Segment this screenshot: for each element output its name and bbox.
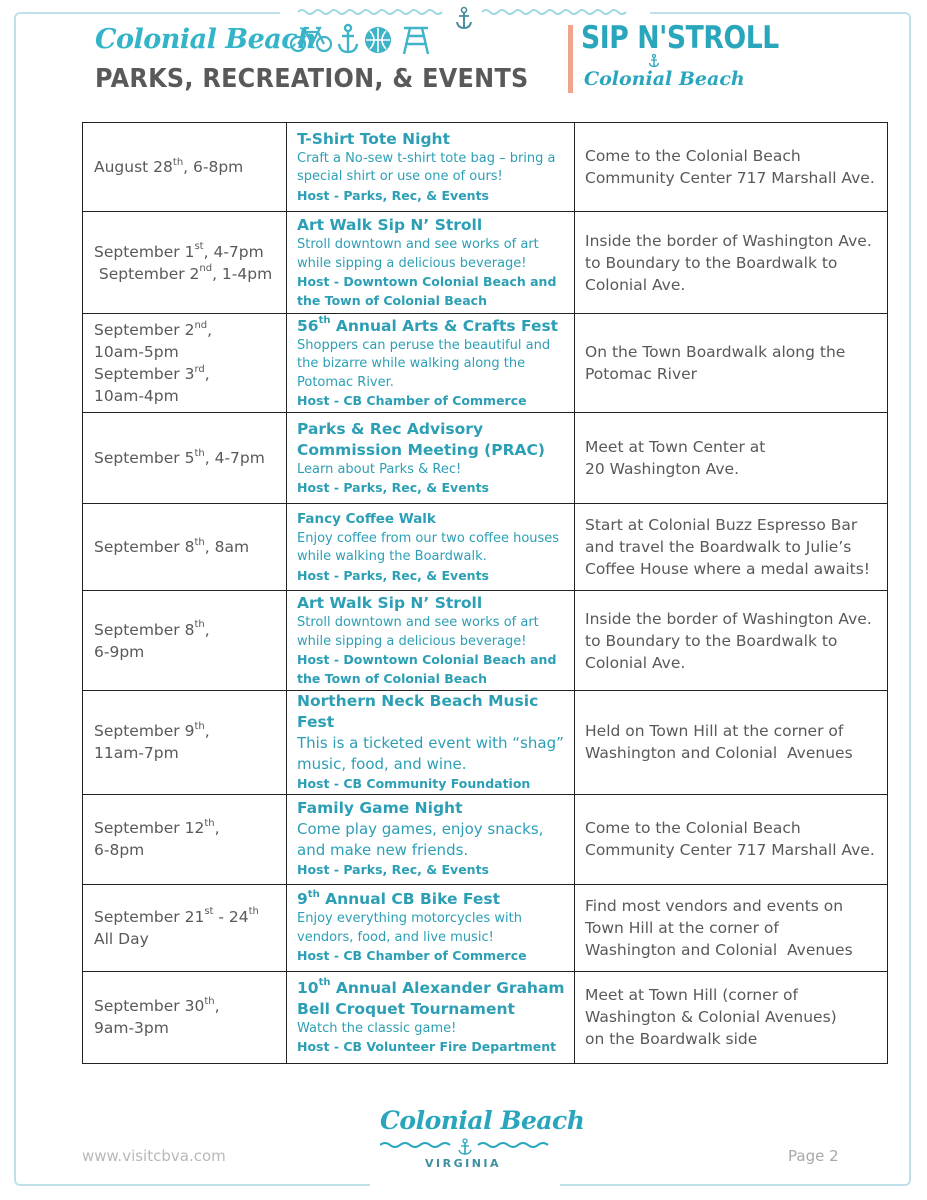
event-location: Meet at Town Hill (corner of Washington & Colonial Avenues) on the Boardwalk side xyxy=(575,971,888,1063)
event-title: Art Walk Sip N’ Stroll xyxy=(297,594,483,612)
event-description: Stroll downtown and see works of art while sipping a delicious beverage! xyxy=(297,615,539,649)
event-location: Meet at Town Center at 20 Washington Ave. xyxy=(575,413,888,504)
event-description: Shoppers can peruse the beautiful and the bizarre while walking along the Potomac River. xyxy=(297,337,551,390)
event-host: Host - Parks, Rec, & Events xyxy=(297,567,489,583)
event-date: August 28th, 6-8pm xyxy=(83,123,287,212)
event-description: Enjoy everything motorcycles with vendors, food, and live music! xyxy=(297,911,522,945)
event-date: September 12th, 6-8pm xyxy=(83,794,287,884)
event-details xyxy=(287,884,575,971)
event-details xyxy=(287,591,575,691)
table-row xyxy=(83,691,888,795)
anchor-icon xyxy=(459,1139,471,1154)
event-date: September 2nd, 10am-5pm September 3rd, 10am-4pm xyxy=(83,314,287,413)
event-date: September 1st, 4-7pm September 2nd, 1-4pm xyxy=(83,212,287,314)
event-date: September 8th, 8am xyxy=(83,504,287,591)
event-title: Family Game Night xyxy=(297,799,463,818)
bicycle-icon xyxy=(291,28,331,51)
logo-accent-bar xyxy=(568,25,573,93)
event-description: Enjoy coffee from our two coffee houses while walking the Boardwalk. xyxy=(297,530,560,565)
rope-left-decoration xyxy=(298,8,446,16)
table-row xyxy=(83,504,888,591)
event-host: Host - Parks, Rec, & Events xyxy=(297,480,489,495)
basketball-icon xyxy=(366,28,390,52)
event-location: Come to the Colonial Beach Community Center 717 Marshall Ave. xyxy=(575,123,888,212)
footer-brand-logo: Colonial Beach xyxy=(380,1106,585,1135)
event-location: Come to the Colonial Beach Community Center 717 Marshall Ave. xyxy=(575,794,888,884)
event-location: Inside the border of Washington Ave. to Boundary to the Boardwalk to Colonial Ave. xyxy=(575,212,888,314)
anchor-icon xyxy=(339,25,357,52)
table-row xyxy=(83,123,888,212)
event-host: Host - CB Volunteer Fire Department xyxy=(297,1039,557,1054)
event-host: Host - CB Chamber of Commerce xyxy=(297,948,527,964)
anchor-icon xyxy=(648,54,660,68)
event-location: Held on Town Hill at the corner of Washington and Colonial Avenues xyxy=(575,691,888,795)
event-location: Find most vendors and events on Town Hill at the corner of Washington and Colonial Avenues xyxy=(575,884,888,971)
event-title: Fancy Coffee Walk xyxy=(297,510,436,527)
event-description: Learn about Parks & Rec! xyxy=(297,461,462,477)
event-details xyxy=(287,314,575,413)
brand-title: Colonial Beach xyxy=(95,24,317,55)
brand-icons xyxy=(290,22,435,56)
events-table xyxy=(82,122,888,1064)
event-details xyxy=(287,504,575,591)
event-date: September 30th, 9am-3pm xyxy=(83,971,287,1063)
lifeguard-chair-icon xyxy=(404,28,428,54)
event-title: 9th Annual CB Bike Fest xyxy=(297,889,500,909)
event-host: Host - Parks, Rec, & Events xyxy=(297,862,489,878)
event-title: T-Shirt Tote Night xyxy=(297,129,450,148)
event-description: Craft a No-sew t-shirt tote bag – bring a special shirt or use one of ours! xyxy=(297,150,556,185)
event-details xyxy=(287,971,575,1063)
event-title: Northern Neck Beach Music Fest xyxy=(297,692,539,731)
event-location: Inside the border of Washington Ave. to Boundary to the Boardwalk to Colonial Ave. xyxy=(575,591,888,691)
event-title: 56th Annual Arts & Crafts Fest xyxy=(297,315,559,335)
event-details xyxy=(287,691,575,795)
event-location: Start at Colonial Buzz Espresso Bar and travel the Boardwalk to Julie’s Coffee House where a medal awaits! xyxy=(575,504,888,591)
frame-gap-bottom xyxy=(370,1180,560,1190)
event-host: Host - CB Community Foundation xyxy=(297,776,531,791)
event-description: Watch the classic game! xyxy=(297,1020,457,1036)
event-host: Host - CB Chamber of Commerce xyxy=(297,393,527,408)
event-host: Host - Downtown Colonial Beach and the Town of Colonial Beach xyxy=(297,652,557,686)
event-description: This is a ticketed event with “shag” music, food, and wine. xyxy=(297,734,564,773)
table-row xyxy=(83,971,888,1063)
event-details xyxy=(287,413,575,504)
table-row xyxy=(83,591,888,691)
sip-n-stroll-logo-subtitle: Colonial Beach xyxy=(584,68,745,90)
event-date: September 21st - 24th All Day xyxy=(83,884,287,971)
event-date: September 8th, 6-9pm xyxy=(83,591,287,691)
table-row xyxy=(83,413,888,504)
event-host: Host - Downtown Colonial Beach and the Town of Colonial Beach xyxy=(297,274,557,308)
event-details xyxy=(287,212,575,314)
table-row xyxy=(83,794,888,884)
rope-right-decoration xyxy=(482,8,630,16)
anchor-icon xyxy=(454,6,474,32)
footer-wave-decoration xyxy=(380,1138,550,1156)
event-description: Come play games, enjoy snacks, and make new friends. xyxy=(297,820,544,860)
event-description: Stroll downtown and see works of art while sipping a delicious beverage! xyxy=(297,237,539,271)
table-row xyxy=(83,884,888,971)
brand-subtitle: PARKS, RECREATION, & EVENTS xyxy=(95,64,529,94)
footer-state-label: VIRGINIA xyxy=(425,1157,502,1170)
event-date: September 9th, 11am-7pm xyxy=(83,691,287,795)
event-title: 10th Annual Alexander Graham Bell Croquet Tournament xyxy=(297,977,565,1018)
event-details xyxy=(287,794,575,884)
event-details xyxy=(287,123,575,212)
event-date: September 5th, 4-7pm xyxy=(83,413,287,504)
table-row xyxy=(83,212,888,314)
event-title: Parks & Rec Advisory Commission Meeting (PRAC) xyxy=(297,419,546,459)
event-host: Host - Parks, Rec, & Events xyxy=(297,187,489,203)
event-location: On the Town Boardwalk along the Potomac River xyxy=(575,314,888,413)
event-title: Art Walk Sip N’ Stroll xyxy=(297,216,483,234)
footer-website-link[interactable]: www.visitcbva.com xyxy=(82,1147,226,1165)
table-row xyxy=(83,314,888,413)
sip-n-stroll-logo-title: SIP N'STROLL xyxy=(581,20,779,56)
page-number: Page 2 xyxy=(788,1147,839,1165)
